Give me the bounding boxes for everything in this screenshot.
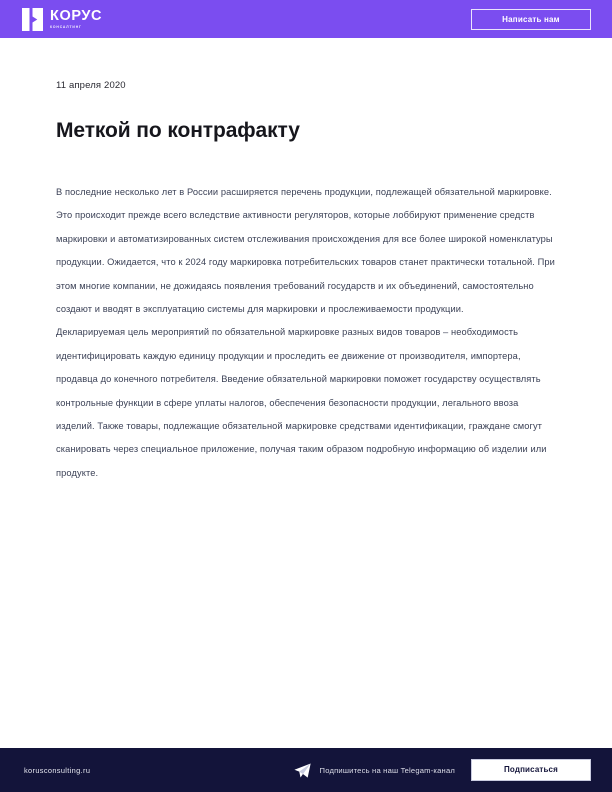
- article-paragraph: Декларируемая цель мероприятий по обязательной маркировке разных видов товаров – необходимость идентифицировать каждую единицу продукции и проследить ее движение от производителя, импортера, продавца до конечного потребителя. Введение обязательной маркировки поможет государству осуществлять контрольные функции в сфере уплаты налогов, обеспечения безопасности продукции, легального ввоза изделий. Также товары, подлежащие обязательной маркировке средствами идентификации, граждане смогут сканировать через специальное приложение, получая таким образом подробную информацию об изделии или продукте.: [56, 327, 547, 478]
- telegram-paper-plane-icon[interactable]: [294, 763, 311, 778]
- brand-logo[interactable]: [22, 8, 102, 31]
- brand-subtitle: КОНСАЛТИНГ: [50, 24, 82, 29]
- article: [0, 80, 612, 485]
- page-title: Меткой по контрафакту: [56, 119, 300, 142]
- footer-site-link[interactable]: korusconsulting.ru: [24, 765, 91, 775]
- site-footer: [0, 748, 612, 792]
- article-body: [56, 181, 556, 485]
- footer-telegram-text: Подпишитесь на наш Telegam-канал: [319, 765, 455, 775]
- subscribe-button[interactable]: Подписаться: [471, 759, 591, 781]
- brand-name: КОРУС: [50, 7, 103, 24]
- korus-logo-mark-icon: [22, 8, 43, 31]
- article-date: 11 апреля 2020: [56, 80, 126, 91]
- article-paragraph: В последние несколько лет в России расширяется перечень продукции, подлежащей обязательной маркировке. Это происходит прежде всего вследствие активности регуляторов, которые лоббируют применение средств маркировки и автоматизированных систем отслеживания происхождения для все более широкой номенклатуры продукции. Ожидается, что к 2024 году маркировка потребительских товаров станет практически тотальной. При этом многие компании, не дожидаясь появления требований государств и их объединений, самостоятельно создают и вводят в эксплуатацию системы для маркировки и прослеживаемости продукции.: [56, 187, 555, 315]
- footer-telegram-promo: [294, 763, 455, 778]
- brand-wordmark: [50, 9, 102, 29]
- write-to-us-button[interactable]: Написать нам: [471, 9, 591, 30]
- site-header: [0, 0, 612, 38]
